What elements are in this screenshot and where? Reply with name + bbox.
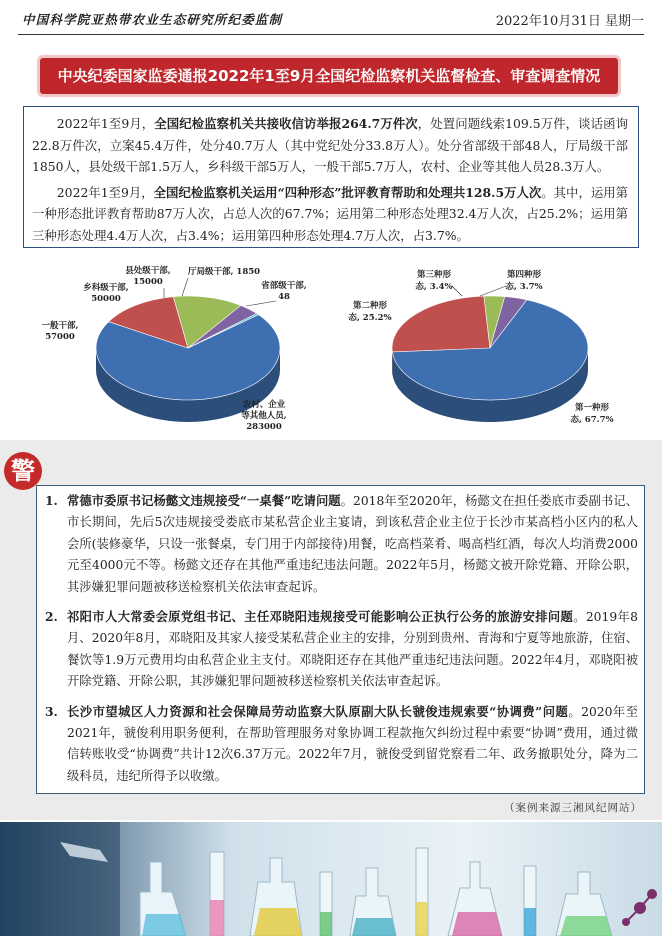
header-org: 中国科学院亚热带农业生态研究所纪委监制: [22, 12, 283, 27]
four-forms-pie-marks: [392, 296, 588, 422]
case-item: [45, 490, 638, 598]
cases-box: [36, 485, 645, 794]
summary-box: [23, 106, 639, 248]
label-first-1: 第一种形: [574, 403, 610, 413]
punishment-pie-svg: [38, 260, 307, 440]
case-text: 祁阳市人大常委会原党组书记、主任邓晓阳违规接受可能影响公正执行公务的旅游安排问题。2019年8月、2020年8月，邓晓阳及其家人接受某私营企业主的安排，分别到贵州、青海和宁夏等地旅游，住宿、餐饮等1.9万元费用均由私营企业主支付。邓晓阳还存在其他严重违纪违法问题。2022年4月，邓晓阳被开除党籍、开除公职，其涉嫌犯罪问题被移送检察机关依法审查起诉。: [67, 609, 638, 689]
four-forms-pie-svg: [348, 260, 622, 440]
label-general-1: 一般干部,: [41, 321, 79, 331]
label-township-1: 乡科级干部,: [83, 283, 129, 293]
label-second-2: 态, 25.2%: [348, 313, 392, 323]
label-province-2: 48: [278, 292, 290, 302]
label-fourth-2: 态, 3.7%: [505, 282, 543, 292]
case-number: 3.: [45, 703, 58, 719]
four-forms-pie-chart: [348, 260, 622, 440]
label-fourth-1: 第四种形: [506, 270, 542, 280]
label-township-2: 50000: [91, 294, 121, 304]
label-county-2: 15000: [133, 277, 163, 287]
leader-line-third: [452, 286, 462, 296]
case-text: 长沙市望城区人力资源和社会保障局劳动监察大队原副大队长虢俊违规索要“协调费”问题。2020年至2021年，虢俊利用职务便利，在帮助管理服务对象协调工程款拖欠纠纷过程中索要“协调”费用，通过微信转账收受“协调费”共计12次6.37万元。2022年7月，虢俊受到留党察看二年、政务撤职处分，降为二级科员，违纪所得予以收缴。: [67, 703, 639, 783]
label-third-1: 第三种形: [416, 270, 452, 280]
label-others-2: 等其他人员,: [241, 411, 287, 421]
leader-line-province: [246, 301, 276, 306]
case-number: 2.: [45, 609, 58, 625]
label-general-2: 57000: [45, 332, 75, 342]
header-divider: [18, 34, 644, 35]
label-second-1: 第二种形: [352, 301, 388, 311]
label-others-1: 农村、企业: [242, 400, 286, 410]
leader-line-bureau: [182, 278, 188, 296]
case-item: [45, 606, 638, 693]
leader-line-fourth: [480, 286, 506, 296]
lab-glassware-banner: [0, 822, 662, 936]
case-text: 常德市委原书记杨懿文违规接受“一桌餐”吃请问题。2018年至2020年，杨懿文在担任娄底市委副书记、市长期间，先后5次违规接受娄底市某私营企业主宴请，到该私营企业主位于长沙市某高档小区内的私人会所(装修豪华，只设一张餐桌，专门用于内部接待)用餐，吃高档菜肴、喝高档红酒，每次人均消费2000元至4000元不等。杨懿文还存在其他严重违纪违法问题。2022年5月，杨懿文被开除党籍、开除公职，其涉嫌犯罪问题被移送检察机关依法审查起诉。: [67, 493, 638, 594]
page-title: 中央纪委国家监委通报2022年1至9月全国纪检监察机关监督检查、审查调查情况: [40, 58, 618, 94]
warning-badge: 警: [4, 452, 42, 490]
punishment-pie-chart: [38, 260, 307, 440]
label-first-2: 态, 67.7%: [570, 415, 614, 425]
summary-paragraph-2: 2022年1至9月，全国纪检监察机关运用“四种形态”批评教育帮助和处理共128.5万人次。其中，运用第一种形态批评教育帮助87万人次，占总人次的67.7%；运用第二种形态处理32.4万人次，占25.2%；运用第三种形态处理4.4万人次，占3.4%；运用第四种形态处理4.7万人次，占3.7%。: [32, 184, 629, 243]
label-others-3: 283000: [246, 422, 282, 432]
pie-slice-第二种形态: [392, 296, 490, 352]
label-third-2: 态, 3.4%: [415, 282, 453, 292]
summary-paragraph-1: 2022年1至9月，全国纪检监察机关共接收信访举报264.7万件次，处置问题线索109.5万件，谈话函询22.8万件次，立案45.4万件，处分40.7万人（其中党纪处分33.8万人）。处分省部级干部48人，厅局级干部1850人，县处级干部1.5万人，乡科级干部5万人，一般干部5.7万人，农村、企业等其他人员28.3万人。: [32, 116, 628, 174]
case-item: [45, 701, 638, 788]
label-province-1: 省部级干部,: [261, 281, 307, 291]
case-number: 1.: [45, 493, 58, 508]
label-county-1: 县处级干部,: [125, 266, 171, 276]
header-date: 2022年10月31日 星期一: [495, 14, 644, 29]
case-source-note: （案例来源三湘风纪网站）: [504, 802, 642, 814]
label-bureau: 厅局级干部, 1850: [188, 267, 261, 277]
